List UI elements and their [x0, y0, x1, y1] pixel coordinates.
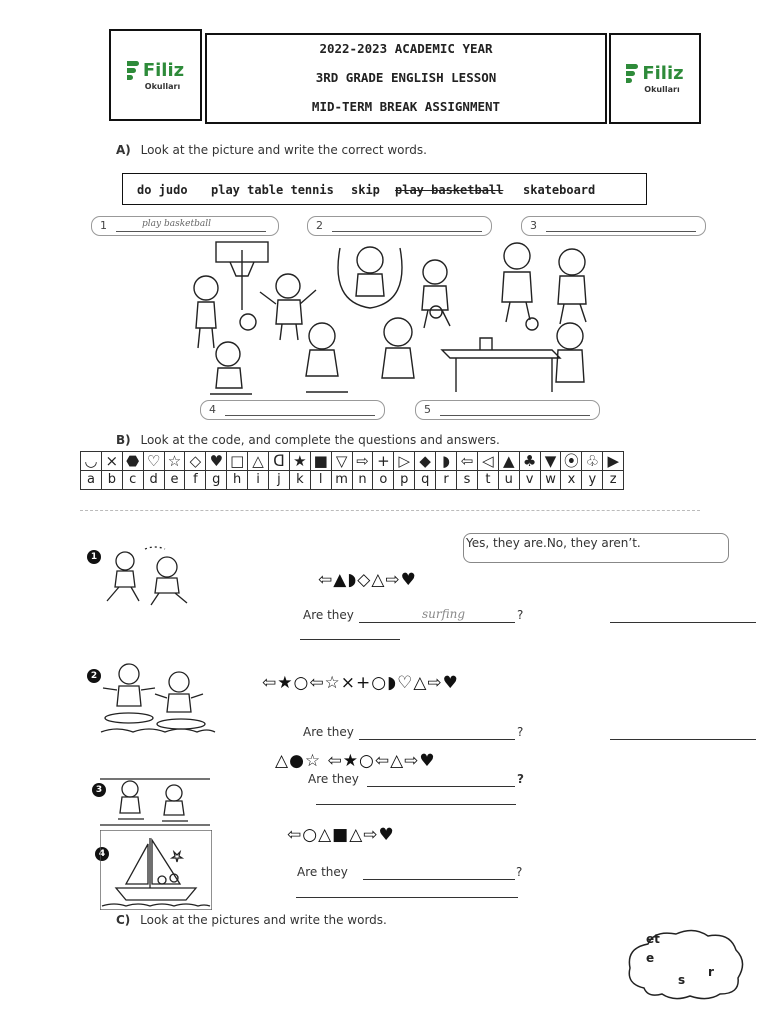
code-letter-cell: y — [582, 471, 603, 490]
code-symbol-cell: ▽ — [331, 452, 352, 471]
section-a-letter: A) — [116, 143, 131, 157]
code-letter-cell: j — [269, 471, 290, 490]
reply-line-2[interactable] — [610, 739, 756, 740]
code-symbol-cell: ᗡ — [269, 452, 290, 471]
code-symbol-cell: ♡ — [143, 452, 164, 471]
header-title-line-1: 2022-2023 ACADEMIC YEAR — [319, 41, 493, 56]
logo-brand: Filiz — [142, 59, 185, 81]
question-input-3[interactable] — [367, 786, 515, 787]
code-letter-cell: c — [122, 471, 143, 490]
code-letter-cell: o — [373, 471, 394, 490]
code-symbol-cell: ☆ — [164, 452, 185, 471]
cloud-letter: et — [646, 932, 660, 946]
code-symbol-cell: □ — [227, 452, 248, 471]
code-letter-cell: q — [415, 471, 436, 490]
code-symbol-cell: ⬣ — [122, 452, 143, 471]
code-letter-cell: t — [477, 471, 498, 490]
coded-word-3: △●☆ ⇦★○⇦△⇨♥ — [275, 751, 436, 771]
code-symbol-cell: ♧ — [582, 452, 603, 471]
code-symbol-row — [81, 452, 624, 471]
code-letter-cell: x — [561, 471, 582, 490]
code-symbol-cell: ♣ — [519, 452, 540, 471]
sailing-kids-picture — [100, 830, 212, 910]
question-label-3: Are they — [308, 772, 359, 786]
code-symbol-cell: ▶ — [603, 452, 624, 471]
code-letter-cell: i — [248, 471, 269, 490]
code-letter-cell: d — [143, 471, 164, 490]
reply-line-1b[interactable] — [300, 639, 400, 640]
answer-pill-2[interactable]: 2 — [307, 216, 492, 236]
cloud-letter: r — [708, 965, 714, 979]
code-letter-cell: h — [227, 471, 248, 490]
section-c-instruction: C) Look at the pictures and write the words. — [116, 913, 387, 927]
word-bank-item: skateboard — [523, 183, 596, 197]
logo-right — [609, 33, 701, 124]
item-badge-2: 2 — [87, 669, 101, 683]
coded-word-4: ⇦○△■△⇨♥ — [287, 825, 395, 845]
code-letter-cell: r — [436, 471, 457, 490]
code-letter-cell: w — [540, 471, 561, 490]
letter-cloud — [624, 928, 748, 1002]
code-letter-cell: m — [331, 471, 352, 490]
answer-pill-5[interactable]: 5 — [415, 400, 600, 420]
ice-skating-kids-picture — [95, 545, 215, 607]
code-symbol-cell: ♥ — [206, 452, 227, 471]
cloud-letter: e — [646, 951, 655, 965]
yes-no-box: Yes, they are.No, they aren’t. — [463, 533, 729, 563]
header-title-line-3: MID-TERM BREAK ASSIGNMENT — [311, 99, 501, 114]
code-letter-cell: e — [164, 471, 185, 490]
code-symbol-cell: ⇦ — [457, 452, 478, 471]
word-bank-item: play basketball — [395, 183, 504, 197]
code-symbol-cell: × — [101, 452, 122, 471]
playground-illustration — [180, 232, 600, 400]
code-symbol-cell: △ — [248, 452, 269, 471]
cloud-letter: s — [678, 973, 686, 987]
code-letter-cell: a — [81, 471, 102, 490]
header-title-line-2: 3RD GRADE ENGLISH LESSON — [315, 70, 497, 85]
code-symbol-cell: + — [373, 452, 394, 471]
code-symbol-cell: ◇ — [185, 452, 206, 471]
code-symbol-cell: ◡ — [81, 452, 102, 471]
logo-sub: Okulları — [144, 81, 181, 91]
leaf-icon — [127, 60, 141, 82]
skateboarding-kids-picture — [100, 775, 210, 827]
logo-left — [109, 29, 202, 121]
question-label-4: Are they — [297, 865, 348, 879]
leaf-icon — [626, 63, 640, 85]
answer-pill-1[interactable]: 1 play basketball — [91, 216, 279, 236]
code-symbol-cell: ▲ — [498, 452, 519, 471]
code-letter-row — [81, 471, 624, 490]
section-c-letter: C) — [116, 913, 131, 927]
code-letter-cell: s — [457, 471, 478, 490]
section-b-letter: B) — [116, 433, 131, 447]
answer-pill-3[interactable]: 3 — [521, 216, 706, 236]
code-table — [80, 451, 624, 490]
code-symbol-cell: ⇨ — [352, 452, 373, 471]
answer-text: play basketball — [142, 219, 211, 229]
code-symbol-cell: ◁ — [477, 452, 498, 471]
code-letter-cell: p — [394, 471, 415, 490]
code-letter-cell: l — [310, 471, 331, 490]
code-letter-cell: u — [498, 471, 519, 490]
logo-brand: Filiz — [642, 63, 684, 84]
question-answer-1: surfing — [422, 607, 466, 621]
code-symbol-cell: ◗ — [436, 452, 457, 471]
code-letter-cell: k — [289, 471, 310, 490]
section-b-instruction: B) Look at the code, and complete the questions and answers. — [116, 433, 500, 447]
coded-word-1: ⇦▲◗◇△⇨♥ — [318, 570, 417, 590]
question-input-2[interactable] — [359, 739, 515, 740]
item-badge-4: 4 — [95, 847, 109, 861]
logo-sub: Okulları — [644, 85, 680, 94]
question-label-2: Are they — [303, 725, 354, 739]
divider — [80, 510, 700, 511]
header-title-box — [205, 33, 607, 124]
item-badge-1: 1 — [87, 550, 101, 564]
word-bank-item: skip — [351, 183, 380, 197]
code-letter-cell: g — [206, 471, 227, 490]
word-bank-item: do judo — [137, 183, 188, 197]
code-symbol-cell: ▷ — [394, 452, 415, 471]
code-letter-cell: f — [185, 471, 206, 490]
question-input-1[interactable] — [359, 622, 515, 623]
code-letter-cell: b — [101, 471, 122, 490]
code-symbol-cell: ⦿ — [561, 452, 582, 471]
question-label-1: Are they — [303, 608, 354, 622]
coded-word-2: ⇦★○⇦☆×+○◗♡△⇨♥ — [262, 673, 459, 693]
code-symbol-cell: ◆ — [415, 452, 436, 471]
answer-pill-4[interactable]: 4 — [200, 400, 385, 420]
code-symbol-cell: ★ — [289, 452, 310, 471]
word-bank — [122, 173, 647, 205]
code-letter-cell: v — [519, 471, 540, 490]
question-input-4[interactable] — [363, 879, 515, 880]
reply-line-3[interactable] — [316, 804, 516, 805]
code-letter-cell: n — [352, 471, 373, 490]
section-a-instruction: A) Look at the picture and write the correct words. — [116, 143, 427, 157]
surfing-kids-picture — [97, 660, 217, 735]
code-letter-cell: z — [603, 471, 624, 490]
item-badge-3: 3 — [92, 783, 106, 797]
code-symbol-cell: ■ — [310, 452, 331, 471]
word-bank-item: play table tennis — [211, 183, 334, 197]
reply-line-4[interactable] — [296, 897, 518, 898]
reply-line-1[interactable] — [610, 622, 756, 623]
code-symbol-cell: ▼ — [540, 452, 561, 471]
